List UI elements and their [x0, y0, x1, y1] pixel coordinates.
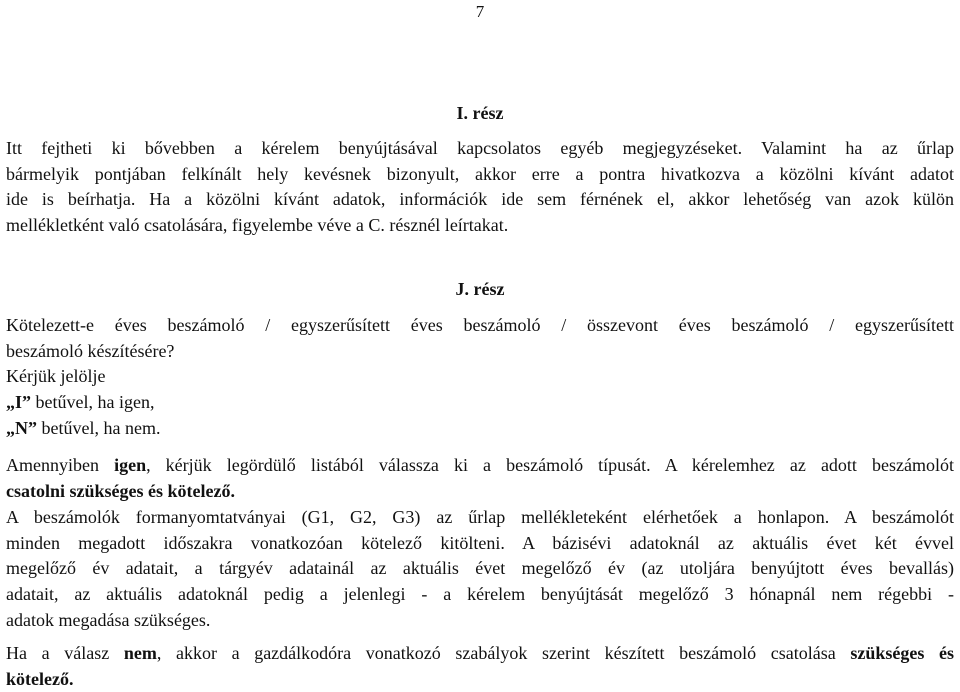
section-i-paragraph [6, 136, 954, 239]
p3-required-bold: szükséges és [850, 643, 955, 663]
p3-line-2 [6, 667, 954, 692]
option-nem [6, 416, 954, 442]
p1-required-bold: csatolni szükséges és kötelező. [6, 480, 235, 501]
p2-line-3: megelőző év adatait, a tárgyév adatainál az aktuális évet megelőző év (az utoljára benyújtott éves bevallás) [6, 558, 954, 579]
section-i-line-1: Itt fejtheti ki bővebben a kérelem benyújtásával kapcsolatos egyéb megjegyzéseket. Valamint ha az űrlap [6, 138, 954, 158]
option-nem-letter: „N” [6, 417, 37, 438]
p2-line-2: minden megadott időszakra vonatkozóan kötelező kitölteni. A bázisévi adatoknál az aktuális évet két évvel [6, 532, 954, 553]
instruction-line: Kérjük jelölje [6, 366, 106, 387]
option-nem-text: betűvel, ha nem. [37, 417, 161, 438]
section-j-paragraph-3 [6, 641, 954, 692]
section-j-heading: J. rész [455, 279, 505, 299]
option-igen-text: betűvel, ha igen, [31, 392, 155, 413]
p1-igen-bold: igen [114, 455, 147, 475]
p2-line-1: A beszámolók formanyomtatványai (G1, G2, G3) az űrlap mellékleteként elérhetőek a honlapon. A beszámolót [6, 507, 954, 527]
page-number: 7 [475, 2, 485, 21]
p2-line-4: adatait, az aktuális adatoknál pedig a jelenlegi - a kérelem benyújtását megelőző 3 hónapnál nem régebbi - [6, 584, 954, 605]
option-igen [6, 390, 954, 416]
document-page [6, 0, 955, 689]
section-j-question [6, 313, 954, 442]
section-i-heading: I. rész [456, 103, 504, 123]
question-line-1: Kötelezett-e éves beszámoló / egyszerűsített éves beszámoló / összevont éves beszámoló / egyszerűsített [6, 315, 954, 335]
section-j-paragraph-1 [6, 453, 954, 504]
section-i-line-4: mellékletként való csatolására, figyelembe véve a C. résznél leírtakat. [6, 215, 509, 236]
section-i-line-3: ide is beírhatja. Ha a közölni kívánt adatok, információk ide sem férnének el, akkor lehetőség van azok külön [6, 189, 954, 210]
section-i-line-2: bármelyik pontjában felkínált hely kevésnek bizonyult, akkor erre a pontra hivatkozva a közölni kívánt adatot [6, 163, 954, 184]
p3-required-bold-2: kötelező. [6, 668, 74, 689]
p1-line-2 [6, 479, 954, 505]
question-line-2: beszámoló készítésére? [6, 340, 175, 361]
section-j-paragraph-2 [6, 505, 954, 634]
p2-line-5: adatok megadása szükséges. [6, 609, 211, 630]
option-igen-letter: „I” [6, 392, 32, 413]
p1-line-1: Amennyiben igen, kérjük legördülő listából válassza ki a beszámoló típusát. A kérelemhez az adott beszámolót [6, 455, 954, 475]
p3-nem-bold: nem [123, 643, 157, 663]
p3-line-1: Ha a válasz nem, akkor a gazdálkodóra vonatkozó szabályok szerint készített beszámoló csatolása szükséges és [6, 643, 955, 663]
